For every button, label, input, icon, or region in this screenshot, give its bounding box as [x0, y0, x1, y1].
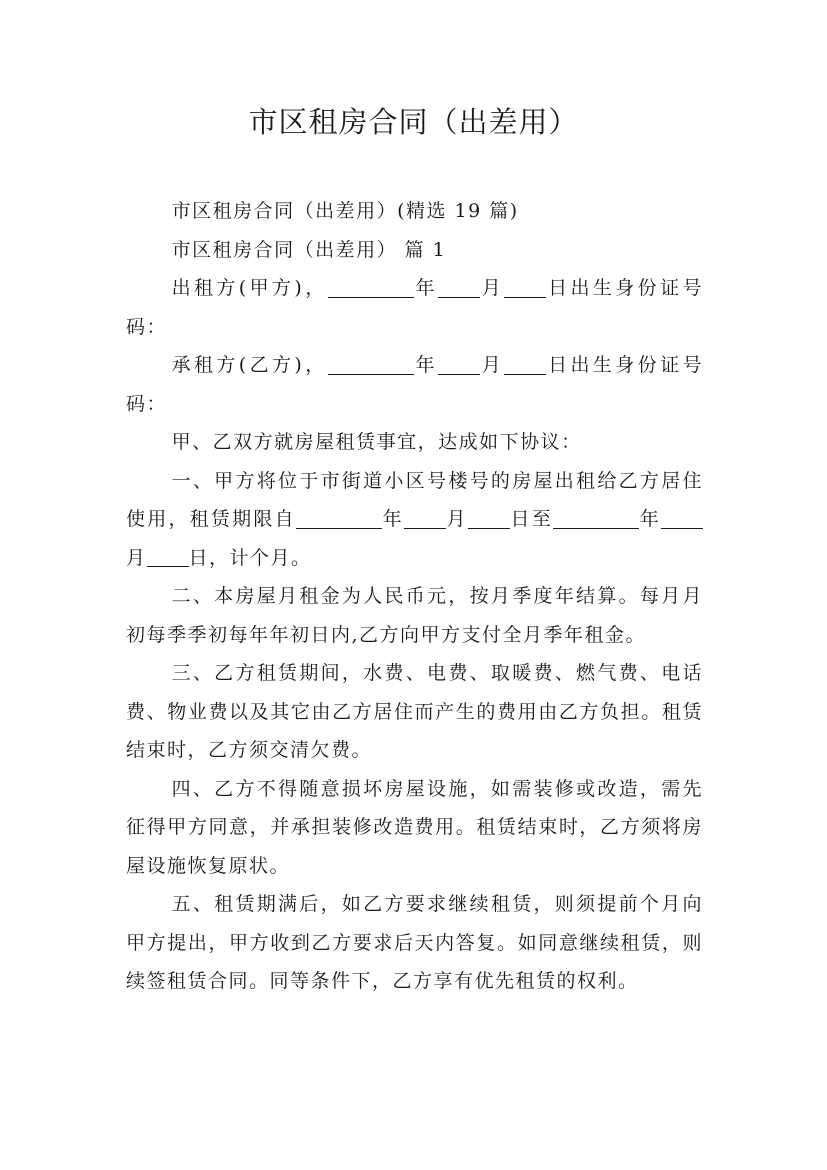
birth-year-blank — [328, 277, 414, 298]
section-heading: 市区租房合同（出差用） 篇 1 — [171, 238, 447, 261]
birth-year-blank — [328, 354, 414, 375]
clause-2: 二、本房屋月租金为人民币元，按月季度年结算。每月月初每季季初每年年初日内,乙方向甲方支付全月季年租金。 — [126, 585, 703, 646]
year-char: 年 — [639, 508, 661, 530]
start-month-blank — [404, 508, 446, 529]
birth-day-blank — [504, 277, 546, 298]
year-char: 年 — [413, 354, 438, 376]
lessee-label: 承租方(乙方)， — [171, 354, 328, 376]
birth-month-blank — [438, 277, 480, 298]
lessor-label: 出租方(甲方)， — [171, 277, 328, 299]
clause-1-text: 一、甲方将位于市街道小区号楼号的房屋出租给乙方居住使用，租赁期限自 — [126, 469, 703, 530]
intro-paragraph: 甲、乙双方就房屋租赁事宜，达成如下协议： — [171, 431, 582, 453]
lessee-tail: 日出生身份证号码： — [126, 354, 703, 415]
day-to-text: 日至 — [509, 508, 553, 530]
month-char: 月 — [126, 546, 147, 569]
clause-1-tail: 日，计个月。 — [188, 546, 312, 569]
end-month-blank — [661, 508, 703, 529]
start-day-blank — [468, 508, 510, 529]
month-char: 月 — [445, 508, 468, 530]
year-char: 年 — [381, 508, 404, 530]
month-char: 月 — [479, 354, 505, 376]
month-char: 月 — [479, 277, 505, 299]
birth-month-blank — [438, 354, 480, 375]
lessor-tail: 日出生身份证号码： — [126, 277, 703, 338]
clause-4: 四、乙方不得随意损坏房屋设施，如需装修或改造，需先征得甲方同意，并承担装修改造费用。租赁结束时，乙方须将房屋设施恢复原状。 — [126, 777, 703, 877]
document-title: 市区租房合同（出差用） — [248, 105, 579, 139]
end-day-blank — [147, 546, 189, 567]
birth-day-blank — [504, 354, 546, 375]
document-subtitle: 市区租房合同（出差用）(精选 19 篇) — [171, 200, 519, 222]
clause-5: 五、租赁期满后，如乙方要求继续租赁，则须提前个月向甲方提出，甲方收到乙方要求后天内答复。如同意继续租赁，则续签租赁合同。同等条件下，乙方享有优先租赁的权利。 — [126, 893, 703, 992]
end-year-blank — [553, 508, 639, 529]
lessee-line — [126, 346, 703, 423]
clause-1 — [126, 462, 703, 578]
start-year-blank — [296, 508, 382, 529]
year-char: 年 — [413, 277, 438, 299]
clause-3: 三、乙方租赁期间，水费、电费、取暖费、燃气费、电话费、物业费以及其它由乙方居住而产生的费用由乙方负担。租赁结束时，乙方须交清欠费。 — [126, 662, 703, 761]
lessor-line — [126, 269, 703, 346]
document-body — [126, 192, 703, 1001]
